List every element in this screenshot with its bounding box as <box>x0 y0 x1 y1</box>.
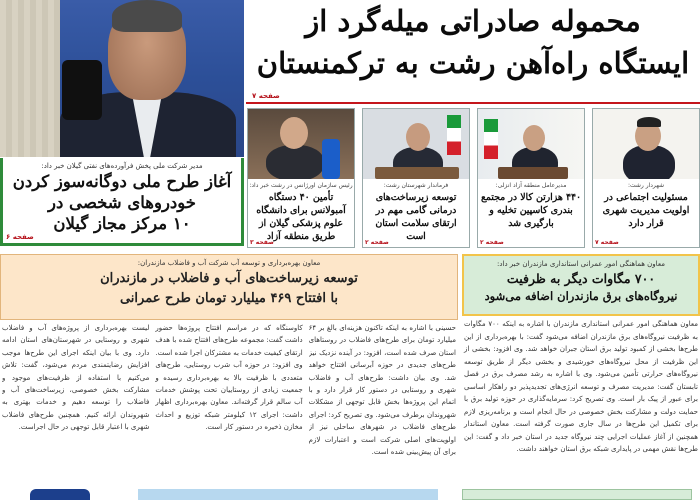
water-story-column-3 <box>2 322 149 487</box>
bottom-blue-box-fragment <box>138 489 438 500</box>
water-story-title-line1: توسعه زیرساخت‌های آب و فاضلاب در مازندران <box>100 271 358 286</box>
portrait-photo <box>0 0 244 157</box>
photo-card-1[interactable] <box>592 108 700 248</box>
left-news-page-ref: صفحه ۶ <box>6 233 34 241</box>
top-headline-line1: محموله صادراتی میله‌گرد از <box>305 4 641 38</box>
left-news-kicker: مدیر شرکت ملی پخش فرآورده‌های نفتی گیلان خبر داد: <box>41 162 203 170</box>
bottom-green-box-fragment <box>462 489 692 500</box>
water-story-body <box>0 322 458 487</box>
water-story-paragraph: کاوسنگاه که در مراسم افتتاح پروژه‌ها حضور داشت گفت: مجموعه طرح‌های افتتاح شده با هدف ارتقای کیفیت خدمات به مشترکان اجرا شده است. وی افزود: در حوزه آب شرب روستایی، طرح‌های متعددی با ظرفیت بالا به بهره‌برداری رسیده و جمعیت زیادی از روستاییان تحت پوشش خدمات آب سالم قرار گرفته‌اند. معاون بهره‌برداری اظهار داشت: اجرای ۱۲ کیلومتر شبکه توزیع و احداث مخازن ذخیره در دستور کار است. <box>155 324 303 432</box>
photo-card-2-image <box>478 109 584 179</box>
photo-card-3-kicker: فرماندار شهرستان رشت: <box>383 182 449 189</box>
photo-card-1-title: مسئولیت اجتماعی در اولویت مدیریت شهری قرار دارد <box>602 192 690 229</box>
photo-card-2[interactable] <box>477 108 585 248</box>
photo-card-4-image <box>248 109 354 179</box>
photo-card-3-page-ref: صفحه ۲ <box>365 239 389 246</box>
bottom-photo-fragment <box>30 489 90 500</box>
left-news-title-line3: ۱۰ مرکز مجاز گیلان <box>53 214 191 233</box>
water-story-column-1 <box>309 322 456 487</box>
left-news-title-line1: آغاز طرح ملی دوگانه‌سوز کردن <box>12 172 232 191</box>
power-story-title-line2: نیروگاه‌های برق مازندران اضافه می‌شود <box>484 289 678 303</box>
photo-card-3-title: توسعه زیرساخت‌های درمانی گامی مهم در ارتقای سلامت استان است <box>375 192 457 242</box>
water-story-title-line2: با افتتاح ۴۶۹ میلیارد تومان طرح عمرانی <box>119 291 339 306</box>
headline-divider <box>246 102 700 104</box>
photo-card-1-page-ref: صفحه ۷ <box>595 239 619 246</box>
photo-card-2-page-ref: صفحه ۲ <box>480 239 504 246</box>
photo-card-4-title: تأمین ۴۰ دستگاه آمبولانس برای دانشگاه علوم پزشکی گیلان از طریق منطقه آزاد <box>256 192 346 242</box>
photo-card-2-kicker: مدیرعامل منطقه آزاد انزلی: <box>495 182 567 189</box>
microphone-icon <box>62 60 102 120</box>
photo-card-1-image <box>593 109 699 179</box>
water-story-column-2 <box>155 322 302 487</box>
water-story-paragraph: لیست بهره‌برداری از پروژه‌های آب و فاضلاب شهری و روستایی در شهرستان‌های استان ادامه دارد. وی با بیان اینکه اجرای این طرح‌ها موجب افزایش رضایتمندی مردم می‌شود، گفت: تلاش می‌کنیم با استفاده از ظرفیت‌های موجود و مشارکت بخش خصوصی، زیرساخت‌های آب و فاضلاب را توسعه دهیم و خدمات بهتری به شهروندان ارائه کنیم. همچنین طرح‌های فاضلاب شهری با اعتبار قابل توجهی در حال اجراست. <box>2 324 150 432</box>
photo-card-1-kicker: شهردار رشت: <box>627 182 665 189</box>
photo-news-strip <box>246 108 700 248</box>
left-news-box[interactable] <box>0 158 244 246</box>
power-story-headline-box[interactable] <box>462 254 700 316</box>
water-story-paragraph: حسینی با اشاره به اینکه تاکنون هزینه‌ای بالغ بر ۶۴ میلیارد تومان برای طرح‌های فاضلاب در روستاهای استان صرف شده است، افزود: در آینده نزدیک نیز طرح‌های جدیدی در حوزه آبرسانی افتتاح خواهد شد. وی بیان داشت: طرح‌های آب و فاضلاب شهری و روستایی در دستور کار قرار دارد و با اتمام این پروژه‌ها بخش قابل توجهی از مشکلات شهروندان برطرف می‌شود. وی تصریح کرد: اجرای طرح‌های فاضلاب در شهرهای ساحلی نیز از اولویت‌های اصلی شرکت است و اعتبارات لازم برای آن پیش‌بینی شده است. <box>308 324 456 457</box>
power-story-title-line1: ۷۰۰ مگاوات دیگر به ظرفیت <box>506 271 656 286</box>
top-headline-page-ref: صفحه ۷ <box>252 92 280 100</box>
photo-card-4-kicker: رئیس سازمان اورژانس در رشت خبر داد: <box>249 182 353 189</box>
water-story-headline-box[interactable] <box>0 254 458 320</box>
photo-card-4[interactable] <box>247 108 355 248</box>
left-news-title-line2: خودروهای شخصی در <box>48 193 196 212</box>
water-story-kicker: معاون بهره‌برداری و توسعه آب شرکت آب و فاضلاب مازندران: <box>137 259 321 267</box>
photo-card-3-image <box>363 109 469 179</box>
top-headline-line2: ایستگاه راه‌آهن رشت به ترکمنستان <box>256 46 690 80</box>
portrait-background-wall <box>0 0 60 157</box>
top-headline-block[interactable] <box>246 0 700 100</box>
photo-card-3[interactable] <box>362 108 470 248</box>
power-story-body: معاون هماهنگی امور عمرانی استانداری مازندران با اشاره به اینکه ۷۰۰ مگاوات به ظرفیت نیروگاه‌های برق مازندران اضافه می‌شود گفت: با بهره‌برداری از این طرح‌ها بخشی از کمبود تولید برق استان جبران خواهد شد. وی افزود: بخشی از این ظرفیت از محل نیروگاه‌های خورشیدی و بخشی دیگر از طریق توسعه نیروگاه‌های حرارتی تأمین می‌شود. وی با اشاره به رشد مصرف برق در فصل تابستان گفت: مدیریت مصرف و توسعه انرژی‌های تجدیدپذیر دو راهکار اساسی برای عبور از پیک بار است. وی تصریح کرد: سرمایه‌گذاری در حوزه تولید برق با حمایت دولت و مشارکت بخش خصوصی در حال انجام است و برنامه‌ریزی لازم برای تکمیل این طرح‌ها در سال جاری صورت گرفته است. معاون استاندار همچنین از آغاز عملیات اجرایی چند نیروگاه جدید در استان خبر داد و گفت: این طرح‌ها نقش مهمی در پایداری شبکه برق استان خواهند داشت. <box>464 320 699 453</box>
photo-card-2-title: ۴۴۰ هزارتن کالا در مجتمع بندری کاسپین تخلیه و بارگیری شد <box>480 192 581 229</box>
portrait-hair <box>112 0 182 32</box>
photo-card-4-page-ref: صفحه ۳ <box>250 239 274 246</box>
power-story-kicker: معاون هماهنگی امور عمرانی استانداری مازندران خبر داد: <box>497 260 665 268</box>
